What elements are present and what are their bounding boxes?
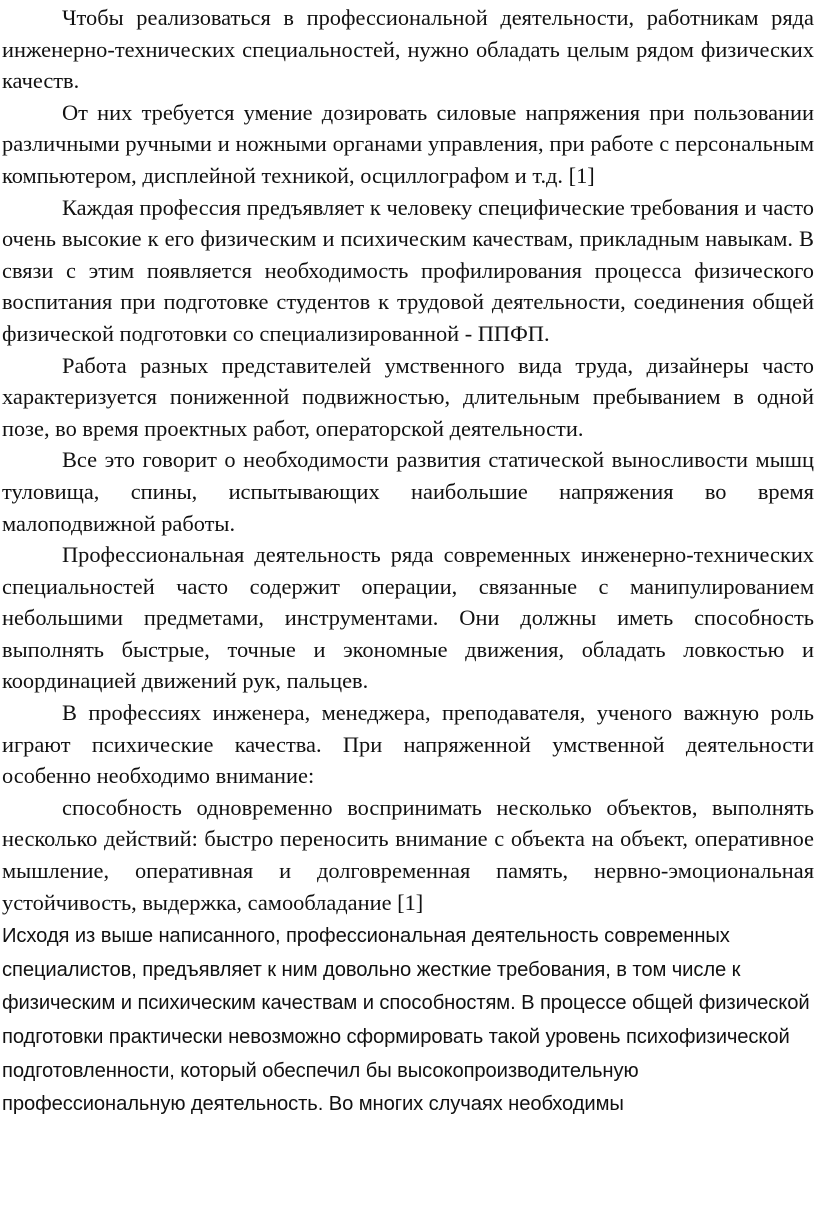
closing-paragraph: Исходя из выше написанного, профессиональная деятельность современных специалистов, предъявляет к ним довольно жесткие требования, в том числе к физическим и психическим качествам и способностям. В процессе общей физической подготовки практически невозможно сформировать такой уровень психофизической подготовленности, который обеспечил бы высокопроизводительную профессиональную деятельность. Во многих случаях необходимы <box>2 925 810 1116</box>
closing-text <box>2 918 814 1122</box>
paragraph-4: Работа разных представителей умственного вида труда, дизайнеры часто характеризуется пониженной подвижностью, длительным пребыванием в одной позе, во время проектных работ, операторской деятельности. <box>2 352 814 441</box>
paragraph-2: От них требуется умение дозировать силовые напряжения при пользовании различными ручными и ножными органами управления, при работе с персональным компьютером, дисплейной техникой, осциллографом и т.д. [1] <box>2 99 814 188</box>
paragraph-7: В профессиях инженера, менеджера, преподавателя, ученого важную роль играют психические качества. При напряженной умственной деятельности особенно необходимо внимание: <box>2 700 814 789</box>
body-text <box>2 0 814 918</box>
paragraph-1: Чтобы реализоваться в профессиональной деятельности, работникам ряда инженерно-технических специальностей, нужно обладать целым рядом физических качеств. <box>2 5 814 94</box>
paragraph-3: Каждая профессия предъявляет к человеку специфические требования и часто очень высокие к его физическим и психическим качествам, прикладным навыкам. В связи с этим появляется необходимость профилирования процесса физического воспитания при подготовке студентов к трудовой деятельности, соединения общей физической подготовки со специализированной - ППФП. <box>2 194 814 346</box>
paragraph-5: Все это говорит о необходимости развития статической выносливости мышц туловища, спины, испытывающих наибольшие напряжения во время малоподвижной работы. <box>2 447 814 536</box>
paragraph-8: способность одновременно воспринимать несколько объектов, выполнять несколько действий: быстро переносить внимание с объекта на объект, оперативное мышление, оперативная и долговременная память, нервно-эмоциональная устойчивость, выдержка, самообладание [1] <box>2 794 814 915</box>
paragraph-6: Профессиональная деятельность ряда современных инженерно-технических специальностей часто содержит операции, связанные с манипулированием небольшими предметами, инструментами. Они должны иметь способность выполнять быстрые, точные и экономные движения, обладать ловкостью и координацией движений рук, пальцев. <box>2 542 814 694</box>
